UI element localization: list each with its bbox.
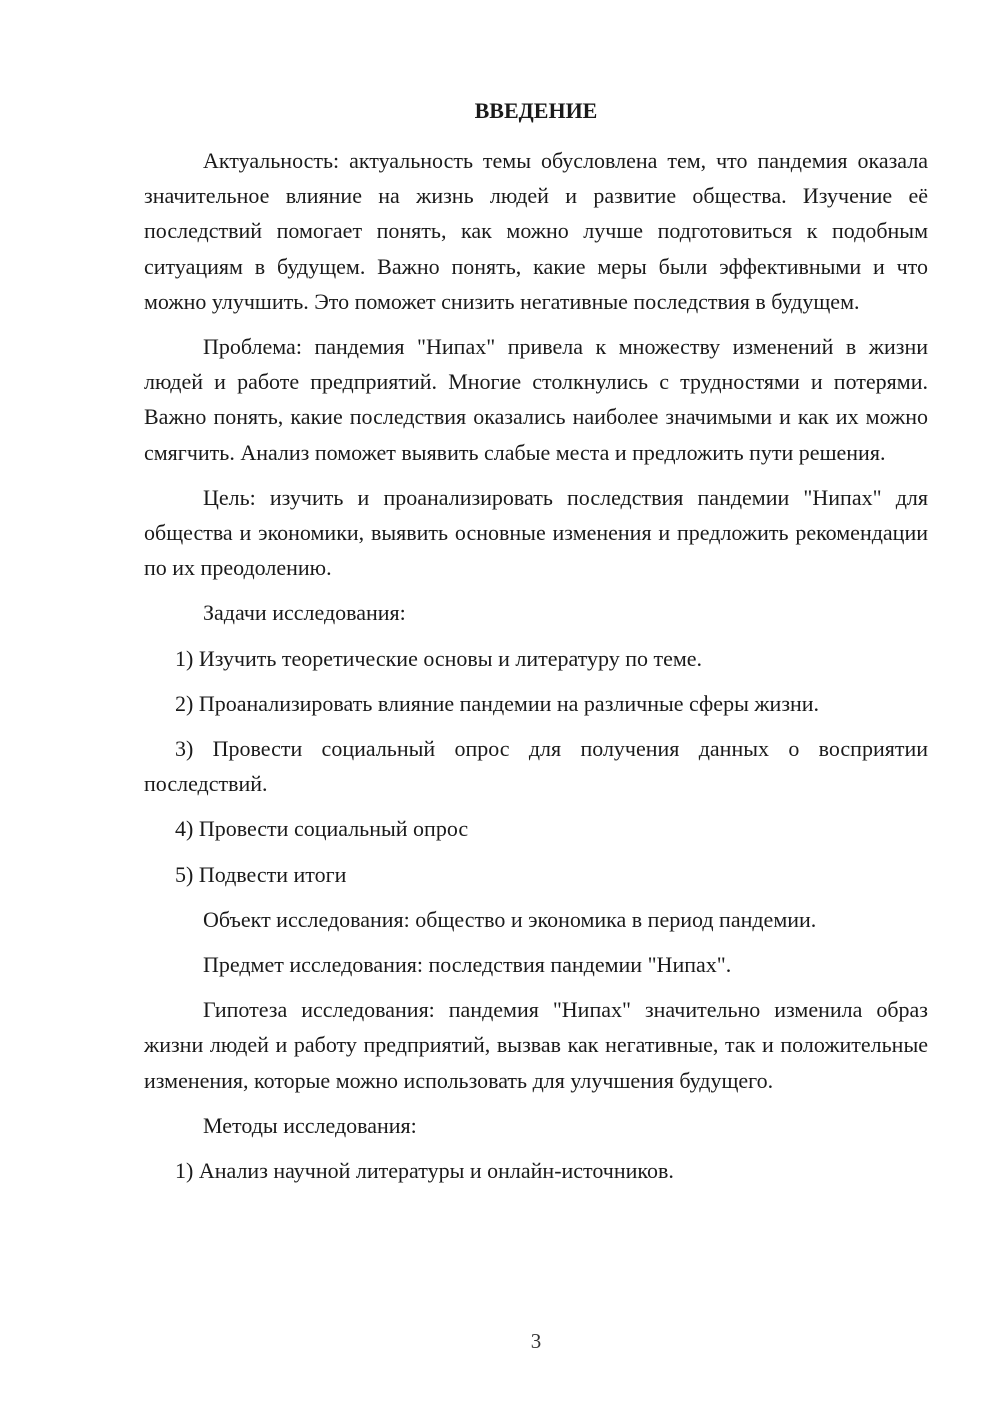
task-item-5: 5) Подвести итоги bbox=[175, 861, 347, 887]
paragraph-relevance: Актуальность: актуальность темы обусловлена тем, что пандемия оказала значительное влияние на жизнь людей и развитие общества. Изучение её последствий помогает понять, как можно лучше подготовиться к подобным ситуациям в будущем. Важно понять, какие меры были эффективными и что можно улучшить. Это поможет снизить негативные последствия в будущем. bbox=[144, 148, 928, 314]
paragraph-object: Объект исследования: общество и экономика в период пандемии. bbox=[203, 906, 817, 932]
task-item-4: 4) Провести социальный опрос bbox=[175, 816, 469, 842]
section-heading: ВВЕДЕНИЕ bbox=[474, 98, 598, 123]
method-item-1: 1) Анализ научной литературы и онлайн-источников. bbox=[175, 1158, 674, 1184]
paragraph-hypothesis: Гипотеза исследования: пандемия "Нипах" значительно изменила образ жизни людей и работу предприятий, вызвав как негативные, так и положительные изменения, которые можно использовать для улучшения будущего. bbox=[144, 997, 928, 1093]
tasks-heading: Задачи исследования: bbox=[203, 600, 406, 626]
task-item-1: 1) Изучить теоретические основы и литературу по теме. bbox=[175, 645, 703, 671]
task-item-2: 2) Проанализировать влияние пандемии на различные сферы жизни. bbox=[175, 690, 820, 716]
paragraph-problem: Проблема: пандемия "Нипах" привела к множеству изменений в жизни людей и работе предприятий. Многие столкнулись с трудностями и потерями. Важно понять, какие последствия оказались наиболее значимыми и как их можно смягчить. Анализ поможет выявить слабые места и предложить пути решения. bbox=[144, 334, 928, 465]
paragraph-subject: Предмет исследования: последствия пандемии "Нипах". bbox=[203, 952, 732, 978]
page-number: 3 bbox=[530, 1329, 542, 1353]
paragraph-goal: Цель: изучить и проанализировать последствия пандемии "Нипах" для общества и экономики, выявить основные изменения и предложить рекомендации по их преодолению. bbox=[144, 484, 928, 581]
document-body bbox=[144, 143, 928, 1198]
task-item-3: 3) Провести социальный опрос для получения данных о восприятии последствий. bbox=[144, 736, 928, 797]
methods-heading: Методы исследования: bbox=[203, 1112, 417, 1138]
